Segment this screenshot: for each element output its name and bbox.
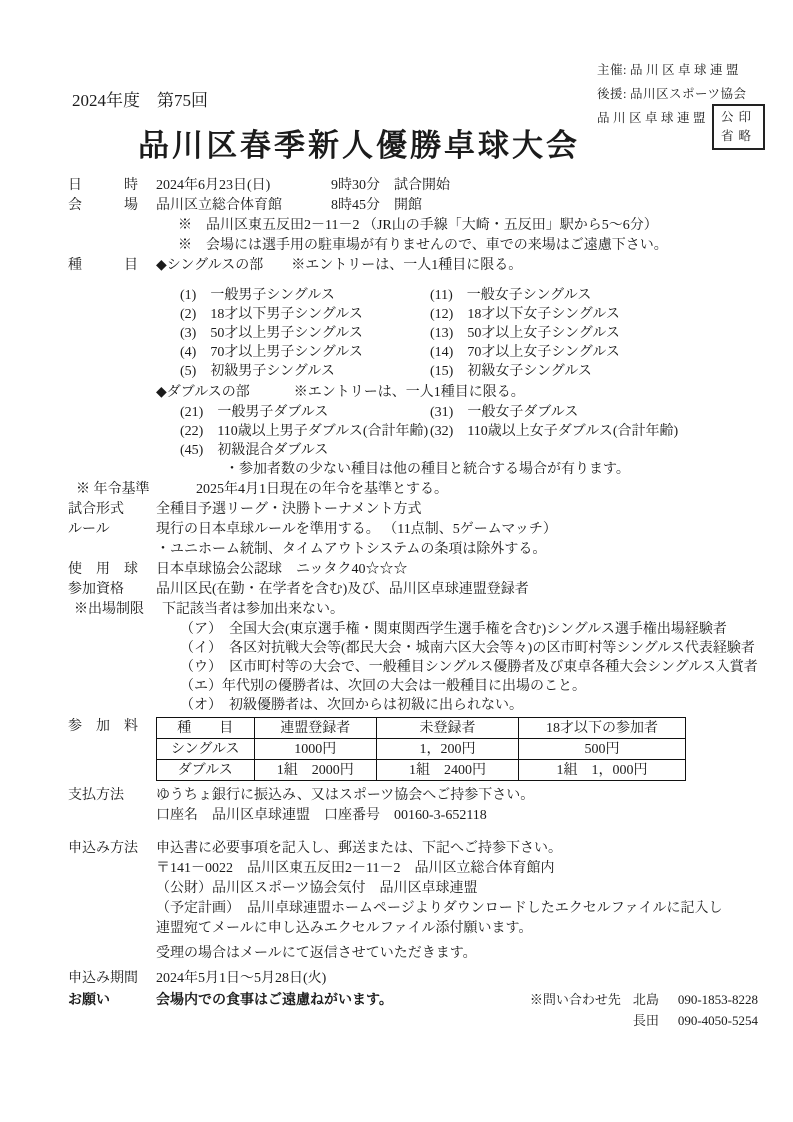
request-label: お願い <box>68 993 110 1008</box>
doubles-section-header: ◆ダブルスの部 <box>156 385 250 400</box>
period-row <box>68 969 758 989</box>
contact-name: 長田 <box>632 1013 659 1028</box>
supporter-line <box>597 82 765 106</box>
fee-cell: 1000円 <box>254 739 376 760</box>
ball-value: 日本卓球協会公認球 ニッタク40☆☆☆ <box>156 562 408 577</box>
federation-name: 品川区卓球連盟 <box>597 111 710 125</box>
start-time: 9時30分 試合開始 <box>331 178 450 193</box>
stamp-text-line: 公印 <box>721 110 757 124</box>
document-body <box>68 176 758 1031</box>
fee-cell: シングルス <box>157 739 255 760</box>
venue-label: 会 場 <box>68 198 138 213</box>
datetime-label: 日 時 <box>68 178 138 193</box>
supporter-label: 後援: <box>597 87 627 101</box>
event-item <box>430 441 758 460</box>
singles-entry-note: ※エントリーは、一人1種目に限る。 <box>291 258 523 273</box>
application-line: （公財）品川区スポーツ協会気付 品川区卓球連盟 <box>156 881 478 896</box>
events-doubles-header-row <box>68 383 758 403</box>
event-item: (21) 一般男子ダブルス <box>180 405 329 420</box>
contact-entry <box>530 989 758 1010</box>
ball-row <box>68 560 758 580</box>
restriction-item: （イ） 各区対抗戦大会等(都民大会・城南六区大会等々)の区市町村等シングルス代表経験者 <box>180 641 755 656</box>
fee-cell: ダブルス <box>157 760 255 781</box>
request-value: 会場内での食事はご遠慮ねがいます。 <box>156 993 393 1008</box>
fee-table-row-doubles <box>157 760 686 781</box>
fee-table <box>156 717 686 781</box>
event-item: (13) 50才以上女子シングルス <box>430 326 620 341</box>
contact-entry <box>530 1010 758 1031</box>
page-title: 品川区春季新人優勝卓球大会 <box>138 128 580 163</box>
application-line: 申込書に必要事項を記入し、郵送または、下記へご持参下さい。 <box>156 841 562 856</box>
event-item: (11) 一般女子シングルス <box>430 288 592 303</box>
restriction-item: （エ）年代別の優勝者は、次回の大会は一般種目に出場のこと。 <box>180 679 586 694</box>
payment-account-line: 口座名 品川区卓球連盟 口座番号 00160-3-652118 <box>156 808 487 823</box>
event-item: (45) 初級混合ダブルス <box>180 443 329 458</box>
event-item: (14) 70才以上女子シングルス <box>430 345 620 360</box>
doubles-event-list <box>68 403 758 460</box>
venue-name: 品川区立総合体育館 <box>156 198 282 213</box>
ball-label: 使 用 球 <box>68 562 138 577</box>
organizer-value: 品川区卓球連盟 <box>629 63 742 77</box>
age-standard-label: ※ 年令基準 <box>76 482 150 497</box>
federation-line <box>597 106 765 150</box>
match-format-value: 全種目予選リーグ・決勝トーナメント方式 <box>156 502 422 517</box>
age-standard-value: 2025年4月1日現在の年令を基準とする。 <box>196 482 448 497</box>
event-date: 2024年6月23日(日) <box>156 178 271 193</box>
application-line: 〒141－0022 品川区東五反田2－11－2 品川区立総合体育館内 <box>156 861 555 876</box>
application-line: 連盟宛てメールに申し込みエクセルファイル添付願います。 <box>156 921 533 936</box>
fee-table-header-row <box>157 718 686 739</box>
doubles-entry-note: ※エントリーは、一人1種目に限る。 <box>293 385 525 400</box>
rules-line2: ・ユニホーム統制、タイムアウトシステムの条項は除外する。 <box>156 542 547 557</box>
fees-row <box>68 717 758 781</box>
fee-header-unregistered: 未登録者 <box>376 718 518 739</box>
fee-header-under18: 18才以下の参加者 <box>519 718 686 739</box>
period-label: 申込み期間 <box>68 971 138 986</box>
eligibility-label: 参加資格 <box>68 582 124 597</box>
contact-name: 北島 <box>632 992 659 1007</box>
event-item: (12) 18才以下女子シングルス <box>430 307 620 322</box>
event-item: (2) 18才以下男子シングルス <box>180 307 363 322</box>
events-singles-header-row <box>68 256 758 276</box>
payment-row <box>68 786 758 806</box>
event-item: (3) 50才以上男子シングルス <box>180 326 363 341</box>
singles-section-header: ◆シングルスの部 <box>156 258 264 273</box>
fee-cell: 1組 2000円 <box>254 760 376 781</box>
contact-block <box>530 989 758 1031</box>
restrictions-row <box>68 600 758 620</box>
restrictions-label: ※出場制限 <box>74 602 144 617</box>
application-reply-note: 受理の場合はメールにて返信させていただきます。 <box>156 946 477 961</box>
open-time: 8時45分 開館 <box>331 198 422 213</box>
fee-cell: 1組 1，000円 <box>519 760 686 781</box>
match-format-row <box>68 500 758 520</box>
fee-cell: 500円 <box>519 739 686 760</box>
fee-table-row-singles <box>157 739 686 760</box>
singles-event-list <box>68 286 758 381</box>
fee-header-registered: 連盟登録者 <box>254 718 376 739</box>
fees-label: 参 加 料 <box>68 719 138 734</box>
contact-phone: 090-1853-8228 <box>677 992 758 1007</box>
period-value: 2024年5月1日～5月28日(火) <box>156 971 327 986</box>
application-row <box>68 839 758 859</box>
request-row <box>68 989 758 1031</box>
official-seal-omitted-box <box>712 104 765 150</box>
eligibility-value: 品川区民(在勤・在学者を含む)及び、品川区卓球連盟登録者 <box>156 582 529 597</box>
fee-cell: 1組 2400円 <box>376 760 518 781</box>
rules-line1: 現行の日本卓球ルールを準用する。 （11点制、5ゲームマッチ） <box>156 522 557 537</box>
event-item: (4) 70才以上男子シングルス <box>180 345 363 360</box>
event-item: (32) 110歳以上女子ダブルス(合計年齢) <box>430 424 679 439</box>
payment-label: 支払方法 <box>68 788 124 803</box>
sponsor-block <box>597 58 765 150</box>
events-label: 種 目 <box>68 258 138 273</box>
payment-line1: ゆうちょ銀行に振込み、又はスポーツ協会へご持参下さい。 <box>156 788 535 803</box>
application-line: （予定計画） 品川卓球連盟ホームページよりダウンロードしたエクセルファイルに記入し <box>156 901 723 916</box>
fee-header-category: 種 目 <box>157 718 255 739</box>
contact-label: ※問い合わせ先 <box>529 992 621 1007</box>
event-item: (1) 一般男子シングルス <box>180 288 335 303</box>
rules-row <box>68 520 758 540</box>
contact-phone: 090-4050-5254 <box>677 1013 758 1028</box>
match-format-label: 試合形式 <box>68 502 124 517</box>
fee-cell: 1，200円 <box>376 739 518 760</box>
event-item: (15) 初級女子シングルス <box>430 364 592 379</box>
contact-label-spacer <box>530 1010 633 1031</box>
edition-note: 2024年度 第75回 <box>72 91 208 110</box>
venue-row <box>68 196 758 216</box>
application-label: 申込み方法 <box>68 841 138 856</box>
organizer-line <box>597 58 765 82</box>
datetime-row <box>68 176 758 196</box>
rules-label: ルール <box>68 522 110 537</box>
event-item: (22) 110歳以上男子ダブルス(合計年齢) <box>180 424 429 439</box>
eligibility-row <box>68 580 758 600</box>
stamp-text-line: 省略 <box>721 129 757 143</box>
restriction-item-list <box>68 620 758 715</box>
event-item: (5) 初級男子シングルス <box>180 364 335 379</box>
event-merge-note: ・参加者数の少ない種目は他の種目と統合する場合が有ります。 <box>225 462 630 477</box>
supporter-value: 品川区スポーツ協会 <box>629 87 747 101</box>
venue-parking-note: ※ 会場には選手用の駐車場が有りませんので、車での来場はご遠慮下さい。 <box>178 238 668 253</box>
restrictions-intro: 下記該当者は参加出来ない。 <box>162 602 344 617</box>
venue-address-note: ※ 品川区東五反田2－11－2 （JR山の手線「大崎・五反田」駅から5～6分） <box>178 218 658 233</box>
organizer-label: 主催: <box>597 63 627 77</box>
age-standard-row <box>68 480 758 500</box>
restriction-item: （オ） 初級優勝者は、次回からは初級に出られない。 <box>180 698 523 713</box>
event-item: (31) 一般女子ダブルス <box>430 405 579 420</box>
restriction-item: （ウ） 区市町村等の大会で、一般種目シングルス優勝者及び東卓各種大会シングルス入賞者 <box>180 660 758 675</box>
restriction-item: （ア） 全国大会(東京選手権・関東関西学生選手権を含む)シングルス選手権出場経験者 <box>180 622 727 637</box>
